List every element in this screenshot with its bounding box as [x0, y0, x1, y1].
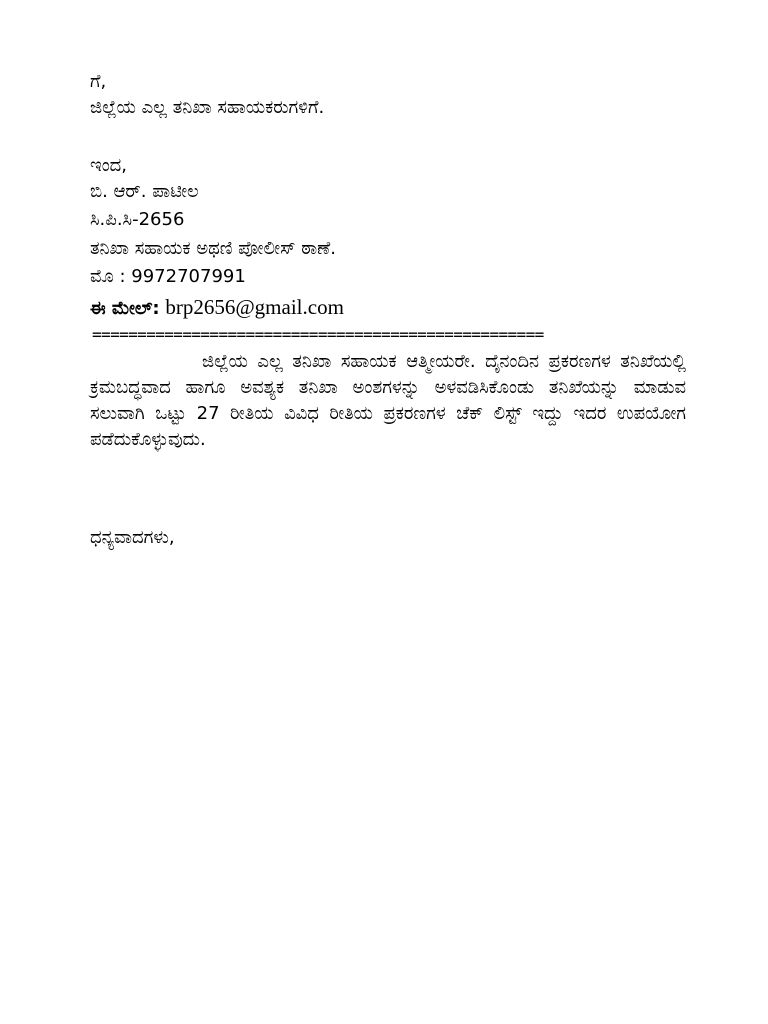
separator-line: ==================================================	[92, 325, 544, 344]
sender-designation: ತನಿಖಾ ಸಹಾಯಕ ಅಥಣಿ ಪೋಲೀಸ್ ಠಾಣೆ.	[90, 238, 336, 259]
to-line: ಜಿಲ್ಲೆಯ ಎಲ್ಲ ತನಿಖಾ ಸಹಾಯಕರುಗಳಿಗೆ.	[90, 97, 325, 118]
mobile-line	[90, 265, 246, 289]
email-address: brp2656@gmail.com	[165, 295, 344, 319]
mobile-number: 9972707991	[131, 266, 246, 287]
email-line	[90, 295, 344, 321]
sender-name: ಬಿ. ಆರ್. ಪಾಟೀಲ	[90, 181, 199, 202]
to-label: ಗೆ,	[90, 71, 107, 92]
from-label: ಇಂದ,	[90, 155, 128, 176]
sender-id: ಸಿ.ಪಿ.ಸಿ-2656	[90, 209, 185, 230]
mobile-label: ಮೊ :	[90, 266, 132, 287]
closing: ಧನ್ಯವಾದಗಳು,	[90, 527, 175, 548]
body-paragraph: ಜಿಲ್ಲೆಯ ಎಲ್ಲ ತನಿಖಾ ಸಹಾಯಕ ಆತ್ಮೀಯರೇ. ದೈನಂದಿನ ಪ್ರಕರಣಗಳ ತನಿಖೆಯಲ್ಲಿ ಕ್ರಮಬದ್ಧವಾದ ಹಾಗೂ ಅವಶ್ಯಕ ತನಿಖಾ ಅಂಶಗಳನ್ನು ಅಳವಡಿಸಿಕೊಂಡು ತನಿಖೆಯನ್ನು ಮಾಡುವ ಸಲುವಾಗಿ ಒಟ್ಟು 27 ರೀತಿಯ ವಿವಿಧ ರೀತಿಯ ಪ್ರಕರಣಗಳ ಚೆಕ್ ಲಿಸ್ಟ್ ಇದ್ದು ಇದರ ಉಪಯೋಗ ಪಡೆದುಕೊಳ್ಳುವುದು.	[90, 351, 686, 450]
email-label: ಈ ಮೇಲ್:	[90, 298, 160, 319]
